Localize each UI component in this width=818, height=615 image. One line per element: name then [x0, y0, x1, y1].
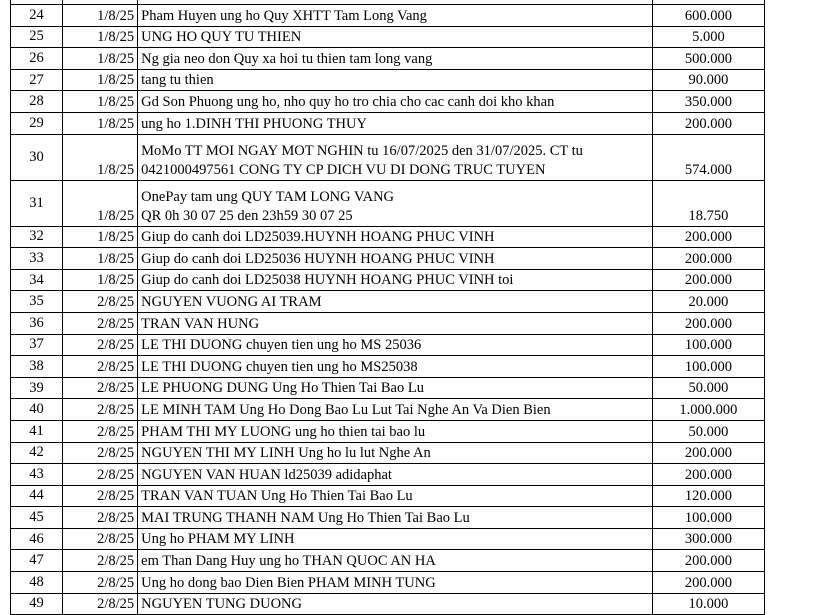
amount-cell: 300.000 — [652, 528, 764, 550]
description-line: em Than Dang Huy ung ho THAN QUOC AN HA — [141, 553, 436, 570]
description-line: NGUYEN VUONG AI TRAM — [141, 293, 322, 310]
description-line: Pham Huyen ung ho Quy XHTT Tam Long Vang — [141, 7, 427, 24]
description-line: Ung ho dong bao Dien Bien PHAM MINH TUNG — [141, 574, 436, 591]
description-cell — [138, 248, 653, 270]
amount-cell: 5.000 — [652, 26, 764, 48]
row-number-cell: 36 — [11, 312, 63, 334]
table-row — [11, 464, 765, 486]
date-cell: 2/8/25 — [63, 420, 138, 442]
description-cell — [138, 5, 653, 27]
table-row — [11, 420, 765, 442]
date-cell: 1/8/25 — [63, 48, 138, 70]
date-cell: 1/8/25 — [63, 69, 138, 91]
description-cell — [138, 464, 653, 486]
row-number-cell: 42 — [11, 442, 63, 464]
table-row — [11, 69, 765, 91]
description-line: NGUYEN THI MY LINH Ung ho lu lut Nghe An — [141, 445, 431, 462]
row-number-cell: 27 — [11, 69, 63, 91]
row-number-cell: 39 — [11, 377, 63, 399]
table-row — [11, 593, 765, 615]
description-cell — [138, 226, 653, 248]
date-cell: 2/8/25 — [63, 550, 138, 572]
date-cell: 1/8/25 — [63, 269, 138, 291]
row-number-cell: 44 — [11, 485, 63, 507]
date-cell: 2/8/25 — [63, 399, 138, 421]
row-number-cell: 25 — [11, 26, 63, 48]
description-line: PHAM THI MY LUONG ung ho thien tai bao lu — [141, 423, 426, 440]
row-number-cell: 33 — [11, 248, 63, 270]
row-number-cell: 38 — [11, 356, 63, 378]
amount-cell: 200.000 — [652, 269, 764, 291]
amount-cell: 100.000 — [652, 334, 764, 356]
date-cell: 2/8/25 — [63, 377, 138, 399]
date-cell: 2/8/25 — [63, 485, 138, 507]
amount-cell: 50.000 — [652, 420, 764, 442]
table-row — [11, 312, 765, 334]
amount-cell: 200.000 — [652, 312, 764, 334]
amount-cell: 200.000 — [652, 226, 764, 248]
table-row — [11, 48, 765, 70]
table-row — [11, 334, 765, 356]
row-number-cell: 26 — [11, 48, 63, 70]
date-cell: 1/8/25 — [63, 180, 138, 226]
date-cell: 1/8/25 — [63, 5, 138, 27]
description-cell — [138, 180, 653, 226]
date-cell: 2/8/25 — [63, 507, 138, 529]
description-cell — [138, 399, 653, 421]
table-row — [11, 226, 765, 248]
description-cell — [138, 356, 653, 378]
row-number-cell: 30 — [11, 134, 63, 180]
description-line: TRAN VAN TUAN Ung Ho Thien Tai Bao Lu — [141, 488, 413, 505]
date-cell: 1/8/25 — [63, 226, 138, 248]
table-row — [11, 528, 765, 550]
description-line: LE PHUONG DUNG Ung Ho Thien Tai Bao Lu — [141, 380, 424, 397]
date-cell: 1/8/25 — [63, 112, 138, 134]
description-cell — [138, 69, 653, 91]
table-row — [11, 91, 765, 113]
amount-cell: 50.000 — [652, 377, 764, 399]
description-cell — [138, 291, 653, 313]
description-cell — [138, 91, 653, 113]
description-line: Giup do canh doi LD25038 HUYNH HOANG PHUC VINH toi — [141, 272, 514, 289]
amount-cell: 500.000 — [652, 48, 764, 70]
table-row — [11, 269, 765, 291]
description-cell — [138, 377, 653, 399]
description-cell — [138, 420, 653, 442]
amount-cell: 18.750 — [652, 180, 764, 226]
description-cell — [138, 48, 653, 70]
description-cell — [138, 112, 653, 134]
row-number-cell: 46 — [11, 528, 63, 550]
description-line: Ng gia neo don Quy xa hoi tu thien tam long vang — [141, 50, 433, 67]
amount-cell: 10.000 — [652, 593, 764, 615]
table-row — [11, 507, 765, 529]
table-row — [11, 356, 765, 378]
table-row — [11, 291, 765, 313]
row-number-cell: 28 — [11, 91, 63, 113]
date-cell: 1/8/25 — [63, 91, 138, 113]
description-cell — [138, 572, 653, 594]
date-cell: 1/8/25 — [63, 248, 138, 270]
description-line: MoMo TT MOI NGAY MOT NGHIN tu 16/07/2025 den 31/07/2025. CT tu — [141, 142, 583, 159]
description-cell — [138, 550, 653, 572]
amount-cell: 200.000 — [652, 442, 764, 464]
date-cell: 2/8/25 — [63, 334, 138, 356]
row-number-cell: 49 — [11, 593, 63, 615]
description-line: NGUYEN VAN HUAN ld25039 adidaphat — [141, 466, 392, 483]
description-line: UNG HO QUY TU THIEN — [141, 29, 302, 46]
amount-cell: 20.000 — [652, 291, 764, 313]
amount-cell: 200.000 — [652, 464, 764, 486]
date-cell: 2/8/25 — [63, 593, 138, 615]
description-cell — [138, 442, 653, 464]
description-cell — [138, 485, 653, 507]
description-line: LE THI DUONG chuyen tien ung ho MS25038 — [141, 358, 418, 375]
row-number-cell: 24 — [11, 5, 63, 27]
date-cell: 2/8/25 — [63, 442, 138, 464]
row-number-cell: 48 — [11, 572, 63, 594]
description-line: NGUYEN TUNG DUONG — [141, 596, 302, 613]
description-line: LE THI DUONG chuyen tien ung ho MS 25036 — [141, 337, 422, 354]
date-cell: 2/8/25 — [63, 572, 138, 594]
description-cell — [138, 269, 653, 291]
description-line: Giup do canh doi LD25039.HUYNH HOANG PHUC VINH — [141, 229, 495, 246]
row-number-cell: 47 — [11, 550, 63, 572]
description-cell — [138, 26, 653, 48]
description-line: LE MINH TAM Ung Ho Dong Bao Lu Lut Tai Nghe An Va Dien Bien — [141, 401, 551, 418]
row-number-cell: 41 — [11, 420, 63, 442]
amount-cell: 1.000.000 — [652, 399, 764, 421]
description-line: OnePay tam ung QUY TAM LONG VANG — [141, 188, 395, 205]
description-cell — [138, 593, 653, 615]
table-row — [11, 377, 765, 399]
donation-ledger-table — [10, 0, 765, 615]
description-cell — [138, 134, 653, 180]
date-cell: 2/8/25 — [63, 464, 138, 486]
description-cell — [138, 528, 653, 550]
table-row — [11, 442, 765, 464]
table-row — [11, 248, 765, 270]
date-cell: 2/8/25 — [63, 291, 138, 313]
table-row — [11, 5, 765, 27]
date-cell: 1/8/25 — [63, 134, 138, 180]
description-line: ung ho 1.DINH THI PHUONG THUY — [141, 115, 367, 132]
table-row — [11, 572, 765, 594]
ledger-rows — [11, 0, 765, 615]
description-line: MAI TRUNG THANH NAM Ung Ho Thien Tai Bao Lu — [141, 509, 470, 526]
row-number-cell: 31 — [11, 180, 63, 226]
date-cell: 1/8/25 — [63, 26, 138, 48]
amount-cell: 200.000 — [652, 112, 764, 134]
table-row — [11, 112, 765, 134]
row-number-cell: 29 — [11, 112, 63, 134]
description-line: Ung ho PHAM MY LINH — [141, 531, 295, 548]
row-number-cell: 45 — [11, 507, 63, 529]
amount-cell: 90.000 — [652, 69, 764, 91]
table-row — [11, 134, 765, 180]
amount-cell: 200.000 — [652, 550, 764, 572]
description-line: Gd Son Phuong ung ho, nho quy ho tro chia cho cac canh doi kho khan — [141, 93, 555, 110]
amount-cell: 100.000 — [652, 507, 764, 529]
row-number-cell: 32 — [11, 226, 63, 248]
amount-cell: 100.000 — [652, 356, 764, 378]
description-cell — [138, 507, 653, 529]
description-line: Giup do canh doi LD25036 HUYNH HOANG PHUC VINH — [141, 250, 495, 267]
description-line: QR 0h 30 07 25 den 23h59 30 07 25 — [141, 207, 353, 224]
table-row — [11, 550, 765, 572]
description-line: 0421000497561 CONG TY CP DICH VU DI DONG TRUC TUYEN — [141, 161, 546, 178]
row-number-cell: 37 — [11, 334, 63, 356]
description-cell — [138, 334, 653, 356]
table-row — [11, 180, 765, 226]
description-line: tang tu thien — [141, 72, 214, 89]
amount-cell: 574.000 — [652, 134, 764, 180]
description-cell — [138, 312, 653, 334]
date-cell: 2/8/25 — [63, 312, 138, 334]
row-number-cell: 43 — [11, 464, 63, 486]
amount-cell: 200.000 — [652, 572, 764, 594]
row-number-cell: 40 — [11, 399, 63, 421]
row-number-cell: 34 — [11, 269, 63, 291]
amount-cell: 600.000 — [652, 5, 764, 27]
table-row — [11, 485, 765, 507]
row-number-cell: 35 — [11, 291, 63, 313]
date-cell: 2/8/25 — [63, 356, 138, 378]
amount-cell: 350.000 — [652, 91, 764, 113]
table-row — [11, 399, 765, 421]
table-row — [11, 26, 765, 48]
amount-cell: 120.000 — [652, 485, 764, 507]
date-cell: 2/8/25 — [63, 528, 138, 550]
amount-cell: 200.000 — [652, 248, 764, 270]
description-line: TRAN VAN HUNG — [141, 315, 260, 332]
